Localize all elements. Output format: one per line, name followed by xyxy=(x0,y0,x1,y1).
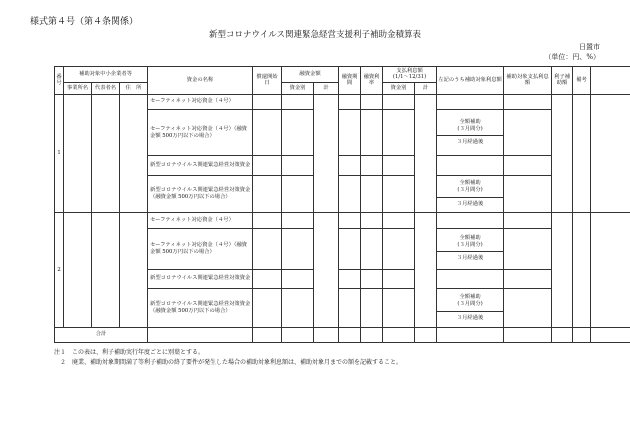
fund-name-cell: 新型コロナウイルス関連緊急経営対策資金 xyxy=(148,156,253,175)
header-repayment-start: 償還開始日 xyxy=(253,67,282,95)
notes xyxy=(54,348,402,367)
header-interest-subsidy: 利子補助額 xyxy=(552,67,573,95)
header-eligible-interest: 左記のうち補助対象利息額 xyxy=(437,67,504,95)
group-number: 1 xyxy=(55,94,64,213)
subsidy-label: 全額補助 (３月間分) ３月経過後 xyxy=(437,288,504,327)
group-number: 2 xyxy=(55,213,64,327)
header-interest-paid xyxy=(383,67,437,83)
subsidy-label: 全額補助 (３月間分) ３月経過後 xyxy=(437,175,504,213)
fund-name-cell: 新型コロナウイルス関連緊急経営対策資金 xyxy=(148,269,253,288)
header-address: 住 所 xyxy=(120,82,148,94)
header-representative: 代表者名 xyxy=(92,82,120,94)
header-loan-period: 融資期間 xyxy=(339,67,361,95)
header-no: 番号 xyxy=(55,67,64,95)
fund-name-cell: 新型コロナウイルス関連緊急経営対策資金（融資金額 500万円以下の場合） xyxy=(148,175,253,213)
fund-name-cell: セーフティネット対応資金（４号）（融資金額 500万円以下の場合） xyxy=(148,109,253,155)
header-business-group: 補助対象中小企業者等 xyxy=(64,67,148,83)
total-label: 合計 xyxy=(55,327,148,342)
header-interest-paid-label: 支払利息額 xyxy=(396,67,423,74)
header-business-name: 事業所名 xyxy=(64,82,92,94)
table-row xyxy=(55,213,630,228)
header-loan-rate: 融資利率 xyxy=(361,67,383,95)
header-total-2: 計 xyxy=(415,82,437,94)
calculation-table xyxy=(54,66,630,343)
header-loan-amount: 融資金額 xyxy=(282,67,339,83)
subsidy-label: 全額補助 (３月間分) ３月経過後 xyxy=(437,228,504,269)
subsidy-label: 全額補助 (３月間分) ３月経過後 xyxy=(437,109,504,155)
header-fund-type-2: 資金別 xyxy=(383,82,415,94)
table-row xyxy=(55,94,630,109)
note-1: 注１ この表は、利子補助実行年度ごとに別葉とする。 xyxy=(54,349,205,356)
header-eligible-interest-total: 補助対象支払利息額 xyxy=(504,67,552,95)
fund-name-cell: セーフティネット対応資金（４号） xyxy=(148,94,253,109)
fund-name-cell: 新型コロナウイルス関連緊急経営対策資金（融資金額 500万円以下の場合） xyxy=(148,288,253,327)
city-name: 日置市 xyxy=(579,43,600,51)
header-interest-period: (1/1～12/31) xyxy=(392,74,427,81)
page-title: 新型コロナウイルス関連緊急経営支援利子補助金積算表 xyxy=(209,30,421,40)
fund-name-cell: セーフティネット対応資金（４号） xyxy=(148,213,253,228)
header-total: 計 xyxy=(314,82,339,94)
header-remarks: 備考 xyxy=(573,67,591,95)
fund-name-cell: セーフティネット対応資金（４号）（融資金額 500万円以下の場合） xyxy=(148,228,253,269)
form-number: 様式第４号（第４条関係） xyxy=(30,17,139,27)
total-row xyxy=(55,327,630,342)
note-2: ２ 廃業、補助対象期間満了等利子補助の終了要件が発生した場合の補助対象利息額は、補助対象月までの額を記載すること。 xyxy=(54,358,403,366)
header-fund-type: 資金別 xyxy=(282,82,314,94)
header-blank xyxy=(591,67,630,95)
unit-label: （単位：円、%） xyxy=(544,53,600,61)
header-fund-name: 資金の名称 xyxy=(148,67,253,95)
